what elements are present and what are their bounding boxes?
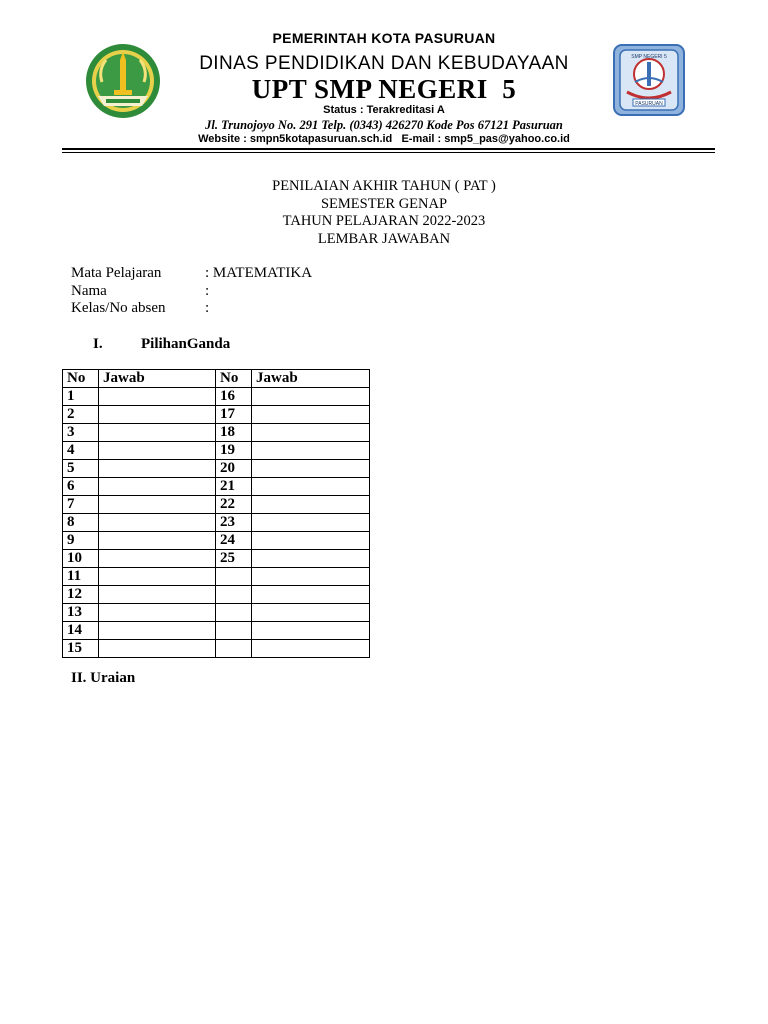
answer-cell-left[interactable] [99,424,216,442]
logo-text-bottom: PASURUAN [635,101,663,107]
answer-cell-right[interactable] [252,388,370,406]
answer-cell-right[interactable] [252,460,370,478]
question-number-left: 9 [63,532,99,550]
name-value: : [205,283,210,299]
table-row [63,388,370,406]
table-row [63,568,370,586]
answer-cell-right[interactable] [252,406,370,424]
question-number-right: 20 [216,460,252,478]
question-number-left: 12 [63,586,99,604]
subject-value: : MATEMATIKA [205,265,313,281]
table-row [63,478,370,496]
question-number-right: 23 [216,514,252,532]
table-row [63,406,370,424]
answer-cell-left[interactable] [99,478,216,496]
answer-cell-right[interactable] [252,514,370,532]
header-no-left: No [63,370,99,388]
answer-cell-left[interactable] [99,550,216,568]
exam-semester: SEMESTER GENAP [320,196,448,212]
answer-cell-left[interactable] [99,460,216,478]
school-address: Jl. Trunojoyo No. 291 Telp. (0343) 426270 Kode Pos 67121 Pasuruan [205,118,563,132]
question-number-left: 8 [63,514,99,532]
question-number-left: 10 [63,550,99,568]
answer-cell-right[interactable] [252,586,370,604]
question-number-left: 14 [63,622,99,640]
question-number-right: 21 [216,478,252,496]
answer-cell-left[interactable] [99,532,216,550]
government-name: PEMERINTAH KOTA PASURUAN [272,30,496,46]
answer-table [62,369,370,658]
question-number-left: 1 [63,388,99,406]
table-row [63,550,370,568]
header-no-right: No [216,370,252,388]
answer-cell-right[interactable] [252,424,370,442]
answer-cell-left[interactable] [99,604,216,622]
table-row [63,604,370,622]
class-label: Kelas/No absen [71,300,166,316]
question-number-right: 17 [216,406,252,424]
exam-year: TAHUN PELAJARAN 2022-2023 [282,213,486,229]
question-number-right [216,604,252,622]
question-number-right: 18 [216,424,252,442]
accreditation-status: Status : Terakreditasi A [323,104,445,116]
question-number-right: 19 [216,442,252,460]
question-number-left: 5 [63,460,99,478]
question-number-left: 6 [63,478,99,496]
question-number-left: 15 [63,640,99,658]
exam-title: PENILAIAN AKHIR TAHUN ( PAT ) [272,178,496,194]
answer-cell-right[interactable] [252,640,370,658]
answer-cell-right[interactable] [252,478,370,496]
answer-cell-right[interactable] [252,568,370,586]
answer-cell-left[interactable] [99,388,216,406]
department-name: DINAS PENDIDIKAN DAN KEBUDAYAAN [199,53,569,74]
answer-cell-right[interactable] [252,550,370,568]
letterhead-rule-thin [62,152,715,153]
question-number-right: 16 [216,388,252,406]
table-row [63,622,370,640]
website-email: Website : smpn5kotapasuruan.sch.id E-mail : smp5_pas@yahoo.co.id [198,133,570,145]
section2-title: II. Uraian [71,670,136,686]
answer-cell-left[interactable] [99,496,216,514]
exam-sheet-type: LEMBAR JAWABAN [317,231,451,247]
name-label: Nama [71,283,107,299]
logo-text-top: SMP NEGERI 5 [631,54,667,60]
question-number-right [216,622,252,640]
question-number-right: 22 [216,496,252,514]
table-row [63,442,370,460]
letterhead-rule-thick [62,148,715,150]
answer-cell-left[interactable] [99,622,216,640]
answer-cell-left[interactable] [99,406,216,424]
question-number-right [216,586,252,604]
answer-cell-left[interactable] [99,586,216,604]
table-row [63,532,370,550]
table-row [63,514,370,532]
subject-label: Mata Pelajaran [71,265,162,281]
answer-cell-left[interactable] [99,568,216,586]
table-row [63,586,370,604]
answer-cell-right[interactable] [252,532,370,550]
question-number-left: 4 [63,442,99,460]
table-row [63,496,370,514]
answer-table-header [63,370,370,388]
question-number-right [216,640,252,658]
header-jawab-left: Jawab [99,370,216,388]
answer-cell-left[interactable] [99,442,216,460]
answer-cell-left[interactable] [99,640,216,658]
table-row [63,640,370,658]
question-number-left: 11 [63,568,99,586]
question-number-left: 13 [63,604,99,622]
section1-number: I. [93,336,103,352]
section1-title: PilihanGanda [141,336,231,352]
question-number-left: 7 [63,496,99,514]
table-row [63,424,370,442]
question-number-right: 25 [216,550,252,568]
answer-cell-left[interactable] [99,514,216,532]
answer-cell-right[interactable] [252,496,370,514]
answer-cell-right[interactable] [252,622,370,640]
answer-cell-right[interactable] [252,604,370,622]
school-name: UPT SMP NEGERI 5 [251,74,517,104]
class-value: : [205,300,210,316]
question-number-right [216,568,252,586]
header-jawab-right: Jawab [252,370,370,388]
question-number-right: 24 [216,532,252,550]
question-number-left: 3 [63,424,99,442]
question-number-left: 2 [63,406,99,424]
answer-cell-right[interactable] [252,442,370,460]
table-row [63,460,370,478]
